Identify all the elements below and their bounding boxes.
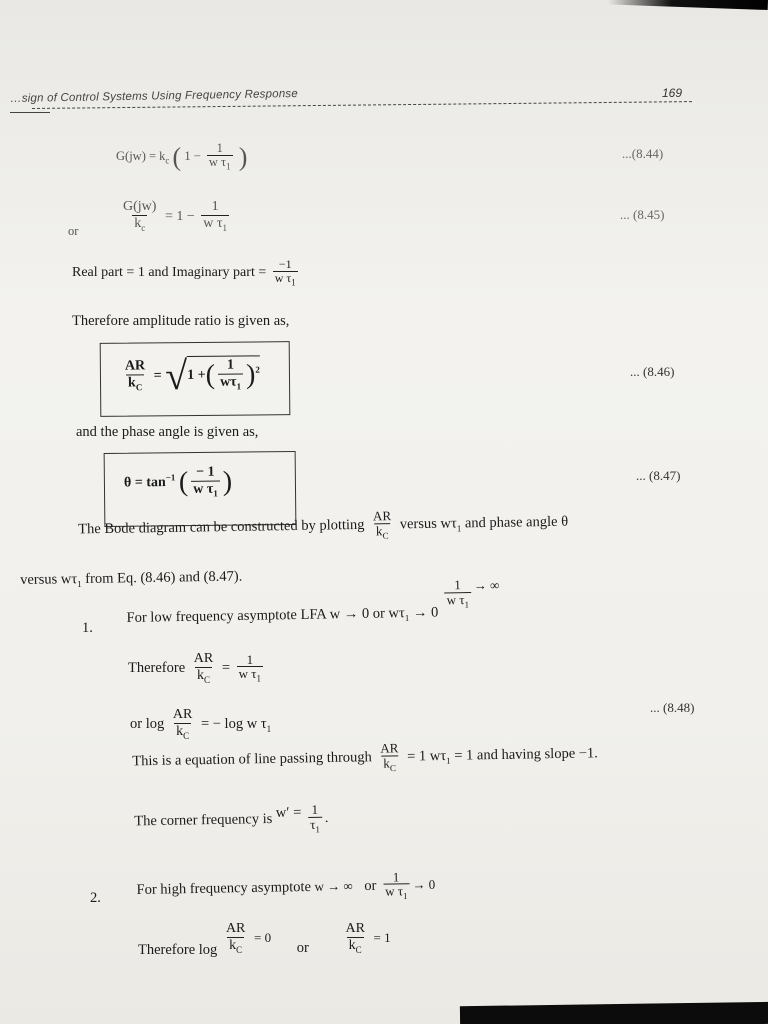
amplitude-ratio-intro: Therefore amplitude ratio is given as,: [72, 313, 290, 329]
equation-number-8-45: ... (8.45): [620, 207, 665, 222]
equation-8-47: $\theta = \tan^{-1}$ ( $\frac{- 1}{w \tau_1}$ ): [123, 464, 233, 499]
equation-8-44: $G(jw) = k_c$ ( 1 − $\frac{1}{w \tau_1}$ ): [116, 141, 248, 172]
page-number: 169: [662, 86, 683, 100]
equation-number-8-47: ... (8.47): [636, 468, 681, 483]
list-number-2: 2.: [90, 890, 101, 906]
equation-number-8-48: ... (8.48): [650, 700, 695, 715]
fraction: $\frac{1}{w \tau_1}$: [208, 141, 231, 172]
equation-8-46: $\frac{AR}{k_C}$ = √1 +( $\frac{1}{w\tau_1}$ )$^2$: [124, 353, 260, 399]
phase-angle-intro: and the phase angle is given as,: [76, 424, 259, 440]
equation-number-8-44: ...(8.44): [622, 146, 664, 161]
list-number-1: 1.: [82, 620, 93, 636]
sqrt-symbol: √: [165, 353, 188, 399]
high-frequency-asymptote: For high frequency asymptote w → ∞ or $\frac{1}{w \tau_1}$ → 0: [136, 869, 436, 902]
equation-8-45: $\frac{G(jw)}{k_c}$ = 1 − $\frac{1}{w \tau_1}$: [123, 199, 227, 233]
header-rule-left: [10, 112, 50, 113]
equation-number-8-46: ... (8.46): [630, 364, 675, 379]
equation-8-48: or log $\frac{AR}{k_C}$ = − log w $\tau_1$: [130, 707, 272, 741]
page-bottom-edge: [460, 1002, 768, 1024]
page-edge-shadow: [608, 0, 768, 10]
high-frequency-therefore: Therefore log $\frac{AR}{k_C}$ = 0 or $\frac{AR}{k_C}$ = 1: [138, 921, 391, 959]
bode-sentence: The Bode diagram can be constructed by plotting $\frac{AR}{k_C}$ versus $w\tau_1$ and phase angle θ: [78, 508, 569, 541]
real-imag-line: Real part = 1 and Imaginary part = $\frac{-1}{w \tau_1}$: [72, 257, 296, 287]
corner-frequency: The corner frequency is w′ = $\frac{1}{\tau_1}$ .: [134, 801, 329, 835]
bode-sentence-cont: versus $w\tau_1$ from Eq. (8.46) and (8.47).: [20, 568, 243, 589]
line-equation-sentence: This is a equation of line passing through $\frac{AR}{k_C}$ = 1 $w\tau_1 = 1$ and having slope −1.: [132, 740, 599, 773]
running-header: …sign of Control Systems Using Frequency Response: [10, 87, 299, 105]
low-frequency-asymptote: For low frequency asymptote LFA w → 0 or $w\tau_1 \to 0$ $\frac{1}{w \tau_1}$ → ∞: [126, 577, 500, 626]
or-label: or: [68, 224, 79, 238]
equation-therefore-lfa: Therefore $\frac{AR}{k_C}$ = $\frac{1}{w \tau_1}$: [128, 651, 262, 685]
